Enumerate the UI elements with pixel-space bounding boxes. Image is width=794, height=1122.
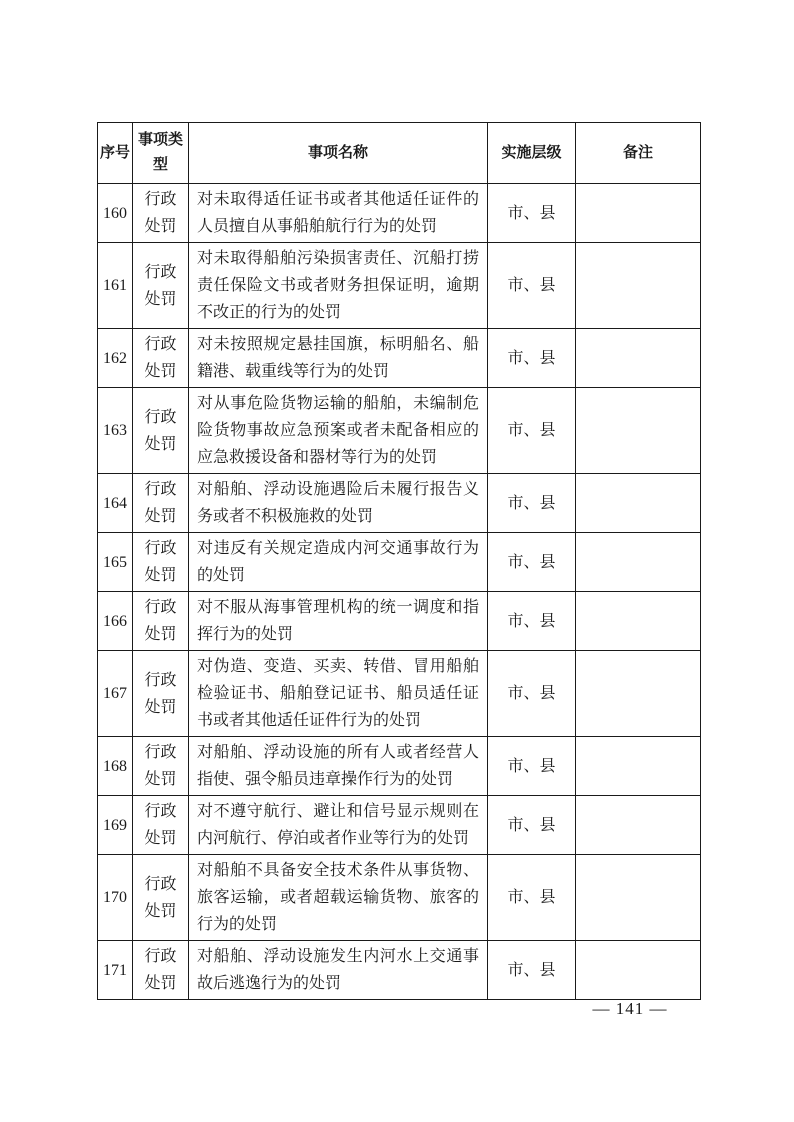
cell-implementation-level: 市、县 bbox=[488, 796, 576, 855]
cell-item-type: 行政处罚 bbox=[133, 651, 189, 737]
table-row bbox=[98, 737, 701, 796]
cell-remarks bbox=[576, 796, 701, 855]
cell-remarks bbox=[576, 592, 701, 651]
cell-implementation-level: 市、县 bbox=[488, 474, 576, 533]
cell-item-name: 对未按照规定悬挂国旗，标明船名、船籍港、载重线等行为的处罚 bbox=[189, 329, 488, 388]
table-row bbox=[98, 941, 701, 1000]
cell-item-type: 行政处罚 bbox=[133, 388, 189, 474]
cell-item-type: 行政处罚 bbox=[133, 533, 189, 592]
cell-serial-number: 164 bbox=[98, 474, 133, 533]
cell-item-name: 对违反有关规定造成内河交通事故行为的处罚 bbox=[189, 533, 488, 592]
header-item-name: 事项名称 bbox=[189, 123, 488, 184]
cell-implementation-level: 市、县 bbox=[488, 737, 576, 796]
cell-item-type: 行政处罚 bbox=[133, 592, 189, 651]
cell-implementation-level: 市、县 bbox=[488, 941, 576, 1000]
cell-item-name: 对未取得适任证书或者其他适任证件的人员擅自从事船舶航行行为的处罚 bbox=[189, 184, 488, 243]
cell-serial-number: 160 bbox=[98, 184, 133, 243]
cell-implementation-level: 市、县 bbox=[488, 388, 576, 474]
cell-item-type: 行政处罚 bbox=[133, 737, 189, 796]
table-body bbox=[98, 184, 701, 1000]
table-row bbox=[98, 329, 701, 388]
cell-implementation-level: 市、县 bbox=[488, 243, 576, 329]
cell-implementation-level: 市、县 bbox=[488, 592, 576, 651]
cell-implementation-level: 市、县 bbox=[488, 651, 576, 737]
cell-serial-number: 166 bbox=[98, 592, 133, 651]
cell-serial-number: 167 bbox=[98, 651, 133, 737]
cell-serial-number: 168 bbox=[98, 737, 133, 796]
table-row bbox=[98, 184, 701, 243]
cell-item-type: 行政处罚 bbox=[133, 329, 189, 388]
cell-remarks bbox=[576, 388, 701, 474]
header-implementation-level: 实施层级 bbox=[488, 123, 576, 184]
cell-serial-number: 161 bbox=[98, 243, 133, 329]
cell-item-name: 对未取得船舶污染损害责任、沉船打捞责任保险文书或者财务担保证明，逾期不改正的行为的处罚 bbox=[189, 243, 488, 329]
cell-implementation-level: 市、县 bbox=[488, 184, 576, 243]
cell-remarks bbox=[576, 243, 701, 329]
cell-implementation-level: 市、县 bbox=[488, 329, 576, 388]
cell-item-name: 对不服从海事管理机构的统一调度和指挥行为的处罚 bbox=[189, 592, 488, 651]
cell-serial-number: 162 bbox=[98, 329, 133, 388]
header-serial-number: 序号 bbox=[98, 123, 133, 184]
cell-item-type: 行政处罚 bbox=[133, 243, 189, 329]
table-row bbox=[98, 592, 701, 651]
page-number: — 141 — bbox=[592, 999, 668, 1018]
table-row bbox=[98, 651, 701, 737]
cell-remarks bbox=[576, 651, 701, 737]
cell-item-name: 对船舶不具备安全技术条件从事货物、旅客运输，或者超载运输货物、旅客的行为的处罚 bbox=[189, 855, 488, 941]
cell-implementation-level: 市、县 bbox=[488, 855, 576, 941]
cell-implementation-level: 市、县 bbox=[488, 533, 576, 592]
cell-serial-number: 171 bbox=[98, 941, 133, 1000]
cell-item-type: 行政处罚 bbox=[133, 796, 189, 855]
cell-serial-number: 169 bbox=[98, 796, 133, 855]
cell-item-type: 行政处罚 bbox=[133, 855, 189, 941]
cell-item-name: 对不遵守航行、避让和信号显示规则在内河航行、停泊或者作业等行为的处罚 bbox=[189, 796, 488, 855]
cell-item-name: 对从事危险货物运输的船舶，未编制危险货物事故应急预案或者未配备相应的应急救援设备和器材等行为的处罚 bbox=[189, 388, 488, 474]
cell-item-name: 对船舶、浮动设施发生内河水上交通事故后逃逸行为的处罚 bbox=[189, 941, 488, 1000]
cell-remarks bbox=[576, 474, 701, 533]
table-row bbox=[98, 388, 701, 474]
table-row bbox=[98, 855, 701, 941]
penalty-items-table bbox=[97, 122, 701, 1000]
table-row bbox=[98, 474, 701, 533]
table-row bbox=[98, 243, 701, 329]
cell-item-type: 行政处罚 bbox=[133, 184, 189, 243]
cell-remarks bbox=[576, 855, 701, 941]
cell-remarks bbox=[576, 941, 701, 1000]
cell-remarks bbox=[576, 737, 701, 796]
cell-item-name: 对船舶、浮动设施遇险后未履行报告义务或者不积极施救的处罚 bbox=[189, 474, 488, 533]
header-remarks: 备注 bbox=[576, 123, 701, 184]
cell-remarks bbox=[576, 184, 701, 243]
cell-serial-number: 165 bbox=[98, 533, 133, 592]
table-header-row bbox=[98, 123, 701, 184]
table-row bbox=[98, 533, 701, 592]
cell-serial-number: 163 bbox=[98, 388, 133, 474]
cell-remarks bbox=[576, 329, 701, 388]
header-item-type: 事项类型 bbox=[133, 123, 189, 184]
table-row bbox=[98, 796, 701, 855]
cell-item-name: 对船舶、浮动设施的所有人或者经营人指使、强令船员违章操作行为的处罚 bbox=[189, 737, 488, 796]
cell-serial-number: 170 bbox=[98, 855, 133, 941]
cell-item-name: 对伪造、变造、买卖、转借、冒用船舶检验证书、船舶登记证书、船员适任证书或者其他适任证件行为的处罚 bbox=[189, 651, 488, 737]
cell-item-type: 行政处罚 bbox=[133, 941, 189, 1000]
cell-remarks bbox=[576, 533, 701, 592]
cell-item-type: 行政处罚 bbox=[133, 474, 189, 533]
